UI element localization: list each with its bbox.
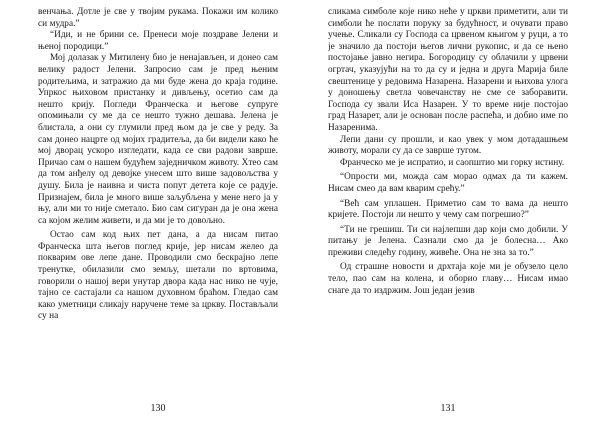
paragraph: Франческо ме је испратио, и саопштио ми горку истину. [340, 157, 565, 168]
paragraph: Остао сам код њих пет дана, а да нисам питао Франческа шта његов поглед крије, јер нисам желео да покварим ове лепе дане. Проводили смо бескрајно лепе тренутке, обилазили смо земљу, шетали по вртовима, говорили о нашој вери унутар двора када нас нико не чује, тајно се састајали са нашом духовном браћом. Гледао сам како уметници сликају наручене теме за цркву. Постављали су на [38, 230, 278, 322]
paragraph: сликама симболе које нико неће у цркви приметити, али ти симболи ће послати поруку за будућност, и очувати право учење. Сликали су Господа са црвеном књигом у руци, а то је значило да постоји његов лични рукопис, и да се њено постојање јавно негира. Богородицу су облачили у црвени огртач, указујући на то да су и једна и друга Марија биле свештенице у редовима Назарена. Назарени и њихова улога у доношењу светла човечанству не сме се заборавити. Господа су звали Иса Назарен. У то време није постојао град Назарет, али је основан после распећа, и добио име по Назаренима. [328, 7, 568, 133]
paragraph: “Опрости ми, можда сам морао одмах да ти кажем. Нисам смео да вам кварим срећу.” [328, 172, 568, 194]
left-page-text [38, 7, 278, 395]
paragraph: Мој долазак у Митилену био је ненајављен, и донео сам велику радост Јелени. Запросио сам је пред њеним родитељима, и затражио да ми буде жена до краја године. Упркос њиховом пристанку и дивљењу, осетио сам да нешто крију. Погледи Франческа и његове супруге опомињали су ме да се нешто тужно дешава. Јелена је блистала, а они су глумили пред њом да је све у реду. За сам донео нацрте од мојих градитеља, да би видели како ће мој дворац ускоро изгледати, када се сви радови заврше. Причао сам о нашем будућем заједничком животу. Хтео сам да том анђелу од девојке унесем што више задовољства у душу. Била је наивна и чиста попут детета које се радује. Признајем, била је много више заљубљена у мене него ја у њу, али ми то није сметало. Био сам сигуран да је она жена са којом желим живети, и да ми је то довољно. [38, 53, 278, 226]
paragraph: “Ти не грешиш. Ти си најлепши дар који смо добили. У питању је Јелена. Сазнали смо да је болесна… Ако преживи следећу годину, живеће. Она не зна за то.” [328, 224, 568, 258]
paragraph: “Иди, и не брини се. Пренеси моје поздраве Јелени и њеној породици.” [38, 30, 278, 52]
paragraph: “Већ сам уплашен. Приметио сам то вама да нешто кријете. Постоји ли нешто у чему сам погрешио?” [328, 198, 568, 221]
paragraph: Лепи дани су прошли, и као увек у мом дотадашњем животу, морали су да се заврше тугом. [328, 134, 568, 157]
page-number: 130 [150, 403, 166, 414]
right-page-text [328, 7, 568, 395]
right-page [328, 7, 568, 417]
paragraph: Од страшне новости и дрхтаја које ми је обузело цело тело, пао сам на колена, и оборио главу… Нисам имао снаге да то издржим. Још један језив [328, 262, 568, 296]
paragraph: венчања. Дотле је све у твојим рукама. Покажи им колико си мудра.” [38, 7, 278, 29]
left-page [38, 7, 278, 417]
page-number: 131 [440, 403, 456, 414]
